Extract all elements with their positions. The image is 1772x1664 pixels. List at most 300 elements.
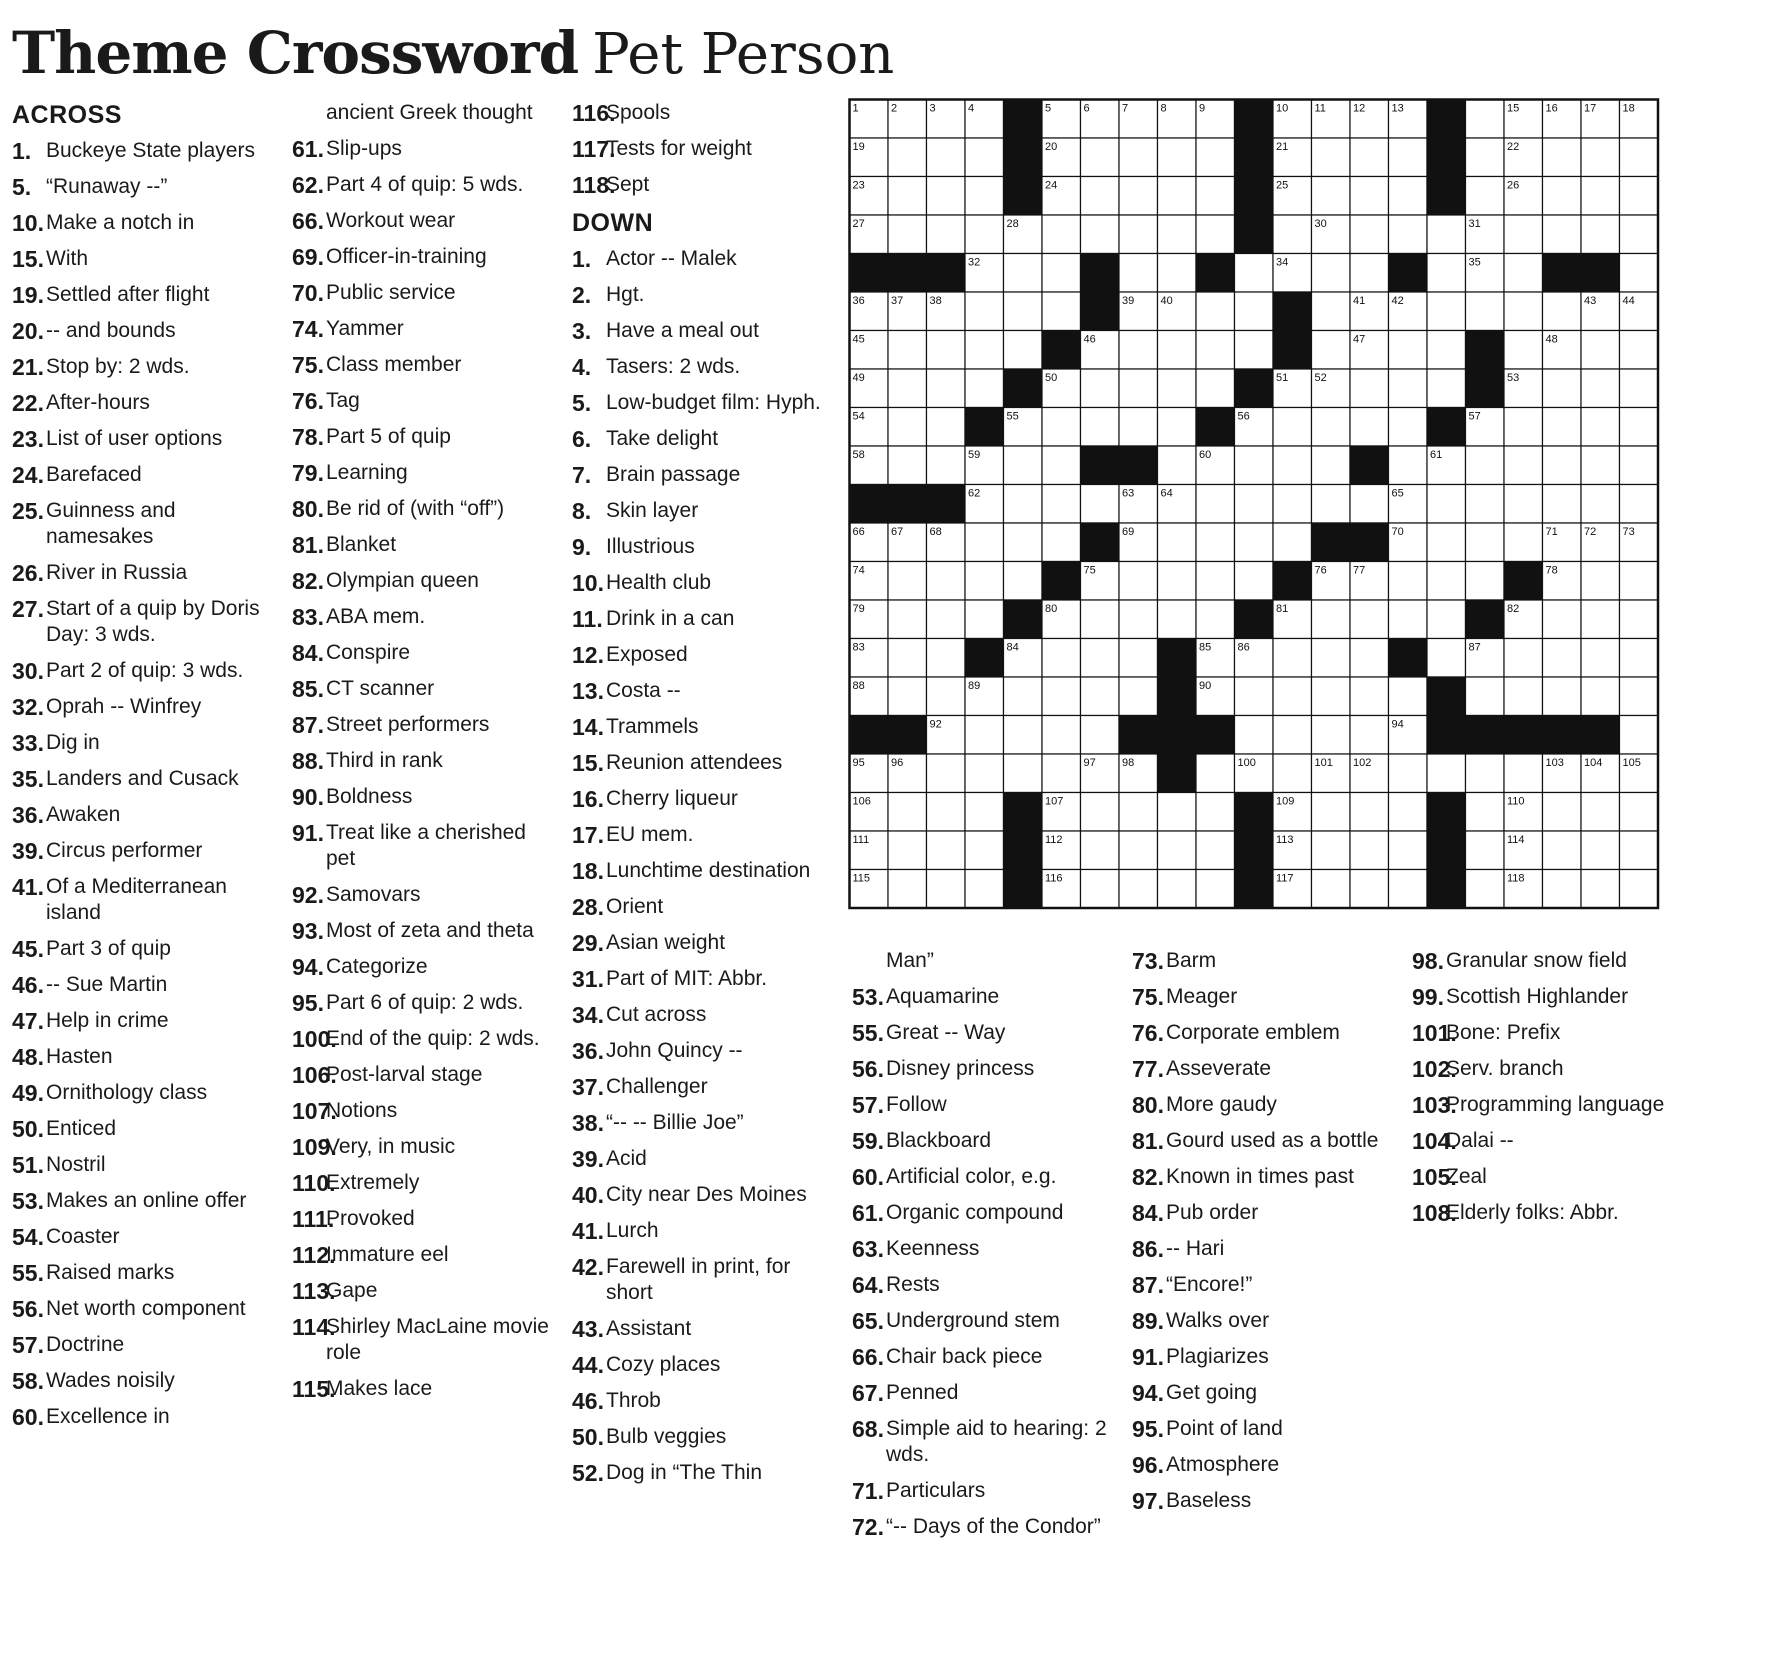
grid-cell-number: 107 <box>1045 795 1064 808</box>
grid-cell[interactable] <box>1004 716 1043 755</box>
grid-cell[interactable] <box>1273 408 1312 447</box>
grid-cell[interactable] <box>1312 408 1351 447</box>
grid-cell[interactable] <box>1273 677 1312 716</box>
grid-cell[interactable] <box>1504 331 1543 370</box>
grid-cell[interactable] <box>1581 331 1620 370</box>
grid-cell[interactable] <box>927 600 966 639</box>
grid-cell[interactable] <box>1350 639 1389 678</box>
grid-cell[interactable] <box>1119 215 1158 254</box>
grid-cell[interactable] <box>1273 716 1312 755</box>
grid-cell[interactable] <box>1620 716 1659 755</box>
grid-cell[interactable] <box>1004 677 1043 716</box>
grid-cell[interactable] <box>1581 177 1620 216</box>
grid-cell[interactable] <box>965 716 1004 755</box>
grid-cell[interactable] <box>1504 523 1543 562</box>
grid-cell[interactable] <box>1119 331 1158 370</box>
grid-cell[interactable] <box>888 177 927 216</box>
crossword-grid[interactable] <box>848 98 1660 910</box>
grid-cell[interactable] <box>1466 177 1505 216</box>
grid-cell[interactable] <box>1042 292 1081 331</box>
grid-cell[interactable] <box>1273 446 1312 485</box>
grid-cell[interactable] <box>1466 754 1505 793</box>
grid-block <box>888 716 927 755</box>
grid-cell[interactable] <box>1235 446 1274 485</box>
grid-cell[interactable] <box>1042 677 1081 716</box>
grid-cell[interactable] <box>927 754 966 793</box>
grid-cell[interactable] <box>888 831 927 870</box>
grid-cell[interactable] <box>1389 870 1428 909</box>
grid-cell[interactable] <box>1004 446 1043 485</box>
grid-cell[interactable] <box>1350 677 1389 716</box>
grid-cell[interactable] <box>1196 870 1235 909</box>
grid-cell[interactable] <box>927 138 966 177</box>
grid-cell[interactable] <box>1081 600 1120 639</box>
grid-cell[interactable] <box>1119 138 1158 177</box>
grid-cell[interactable] <box>1042 408 1081 447</box>
grid-cell[interactable] <box>888 369 927 408</box>
grid-cell[interactable] <box>1466 100 1505 139</box>
grid-cell[interactable] <box>1504 215 1543 254</box>
grid-cell[interactable] <box>1466 793 1505 832</box>
grid-cell[interactable] <box>1581 485 1620 524</box>
grid-cell[interactable] <box>1042 754 1081 793</box>
grid-cell[interactable] <box>1235 254 1274 293</box>
grid-cell[interactable] <box>1504 754 1543 793</box>
grid-cell[interactable] <box>1350 831 1389 870</box>
grid-cell[interactable] <box>965 215 1004 254</box>
grid-cell[interactable] <box>927 177 966 216</box>
grid-cell[interactable] <box>1273 215 1312 254</box>
grid-cell[interactable] <box>1119 177 1158 216</box>
grid-cell[interactable] <box>965 562 1004 601</box>
grid-cell[interactable] <box>927 369 966 408</box>
grid-cell[interactable] <box>927 446 966 485</box>
grid-cell[interactable] <box>965 600 1004 639</box>
grid-cell[interactable] <box>1119 562 1158 601</box>
grid-cell[interactable] <box>1273 639 1312 678</box>
grid-cell[interactable] <box>1119 639 1158 678</box>
grid-cell[interactable] <box>1042 254 1081 293</box>
grid-cell[interactable] <box>927 408 966 447</box>
grid-cell[interactable] <box>1158 600 1197 639</box>
grid-cell[interactable] <box>1312 446 1351 485</box>
grid-cell[interactable] <box>1119 369 1158 408</box>
grid-cell[interactable] <box>1581 562 1620 601</box>
grid-cell[interactable] <box>1620 562 1659 601</box>
grid-cell[interactable] <box>1504 292 1543 331</box>
grid-cell[interactable] <box>927 870 966 909</box>
grid-cell[interactable] <box>1389 215 1428 254</box>
grid-cell[interactable] <box>1543 677 1582 716</box>
grid-cell[interactable] <box>888 331 927 370</box>
grid-cell[interactable] <box>1004 254 1043 293</box>
grid-cell-number: 117 <box>1276 872 1294 885</box>
grid-cell[interactable] <box>1389 754 1428 793</box>
grid-cell[interactable] <box>1158 138 1197 177</box>
grid-cell[interactable] <box>1158 831 1197 870</box>
grid-cell[interactable] <box>888 138 927 177</box>
grid-cell[interactable] <box>1543 138 1582 177</box>
grid-cell[interactable] <box>965 369 1004 408</box>
grid-cell[interactable] <box>1466 870 1505 909</box>
grid-cell[interactable] <box>1389 562 1428 601</box>
grid-cell[interactable] <box>1042 523 1081 562</box>
grid-cell[interactable] <box>888 639 927 678</box>
grid-cell[interactable] <box>1004 523 1043 562</box>
grid-cell-number: 28 <box>1006 218 1019 230</box>
grid-cell[interactable] <box>1504 254 1543 293</box>
grid-cell[interactable] <box>1427 254 1466 293</box>
clue-item <box>12 1044 272 1070</box>
grid-cell[interactable] <box>1620 331 1659 370</box>
grid-cell[interactable] <box>1581 138 1620 177</box>
grid-cell[interactable] <box>1389 331 1428 370</box>
grid-block <box>1427 177 1466 216</box>
grid-cell[interactable] <box>1620 831 1659 870</box>
clue-text: Keenness <box>886 1237 980 1260</box>
grid-cell[interactable] <box>1350 793 1389 832</box>
grid-cell[interactable] <box>1389 600 1428 639</box>
grid-cell[interactable] <box>1196 523 1235 562</box>
grid-cell[interactable] <box>1235 292 1274 331</box>
grid-cell[interactable] <box>1504 639 1543 678</box>
grid-cell[interactable] <box>1427 754 1466 793</box>
grid-cell[interactable] <box>888 600 927 639</box>
grid-cell[interactable] <box>1389 446 1428 485</box>
grid-cell[interactable] <box>927 562 966 601</box>
grid-cell[interactable] <box>965 831 1004 870</box>
grid-cell[interactable] <box>888 215 927 254</box>
grid-cell[interactable] <box>1620 485 1659 524</box>
grid-cell[interactable] <box>1081 716 1120 755</box>
grid-cell[interactable] <box>1581 600 1620 639</box>
clue-item <box>12 1188 272 1214</box>
grid-cell[interactable] <box>1389 138 1428 177</box>
grid-cell[interactable] <box>1273 485 1312 524</box>
grid-cell[interactable] <box>1350 716 1389 755</box>
grid-cell[interactable] <box>1312 485 1351 524</box>
grid-cell[interactable] <box>1581 408 1620 447</box>
grid-cell[interactable] <box>1350 485 1389 524</box>
clue-number: 73. <box>1132 948 1164 974</box>
grid-cell-number: 57 <box>1468 410 1481 423</box>
grid-cell[interactable] <box>1427 215 1466 254</box>
grid-cell[interactable] <box>1158 793 1197 832</box>
grid-cell[interactable] <box>1466 138 1505 177</box>
clue-item <box>1132 948 1394 974</box>
grid-cell[interactable] <box>1312 254 1351 293</box>
grid-cell[interactable] <box>1466 831 1505 870</box>
grid-cell-number: 94 <box>1391 718 1404 731</box>
grid-cell[interactable] <box>1042 639 1081 678</box>
grid-cell[interactable] <box>1196 562 1235 601</box>
grid-cell[interactable] <box>1389 369 1428 408</box>
clue-text: Third in rank <box>326 749 443 772</box>
grid-cell[interactable] <box>1581 870 1620 909</box>
grid-cell[interactable] <box>1235 562 1274 601</box>
grid-cell[interactable] <box>1427 523 1466 562</box>
grid-cell[interactable] <box>1119 870 1158 909</box>
grid-cell[interactable] <box>1350 408 1389 447</box>
grid-cell[interactable] <box>1312 677 1351 716</box>
grid-cell[interactable] <box>1543 870 1582 909</box>
grid-cell[interactable] <box>1543 831 1582 870</box>
grid-cell[interactable] <box>1581 793 1620 832</box>
grid-cell[interactable] <box>965 754 1004 793</box>
grid-cell[interactable] <box>1620 870 1659 909</box>
clue-number: 59. <box>852 1128 884 1154</box>
grid-cell-number: 36 <box>852 295 865 307</box>
grid-cell[interactable] <box>1004 292 1043 331</box>
grid-cell[interactable] <box>1620 600 1659 639</box>
grid-cell[interactable] <box>1543 292 1582 331</box>
grid-cell[interactable] <box>1350 138 1389 177</box>
grid-cell[interactable] <box>927 831 966 870</box>
grid-cell[interactable] <box>1581 639 1620 678</box>
grid-cell[interactable] <box>1350 870 1389 909</box>
grid-cell[interactable] <box>1543 408 1582 447</box>
grid-cell[interactable] <box>1389 831 1428 870</box>
grid-cell[interactable] <box>888 562 927 601</box>
grid-cell[interactable] <box>1273 523 1312 562</box>
grid-cell[interactable] <box>1427 292 1466 331</box>
clue-item <box>852 1416 1114 1468</box>
grid-cell[interactable] <box>1081 793 1120 832</box>
clue-text: Nostril <box>46 1153 106 1176</box>
grid-cell[interactable] <box>1581 446 1620 485</box>
grid-cell[interactable] <box>927 677 966 716</box>
grid-cell[interactable] <box>1081 639 1120 678</box>
grid-cell[interactable] <box>1543 446 1582 485</box>
grid-cell[interactable] <box>1620 639 1659 678</box>
grid-cell[interactable] <box>1543 639 1582 678</box>
grid-cell[interactable] <box>1081 138 1120 177</box>
grid-cell[interactable] <box>1196 754 1235 793</box>
grid-cell[interactable] <box>1620 138 1659 177</box>
grid-cell[interactable] <box>1312 639 1351 678</box>
grid-cell[interactable] <box>1158 215 1197 254</box>
grid-cell[interactable] <box>1119 408 1158 447</box>
grid-cell[interactable] <box>965 138 1004 177</box>
grid-cell[interactable] <box>1042 716 1081 755</box>
grid-cell-number: 51 <box>1276 372 1289 384</box>
grid-cell-number: 81 <box>1276 603 1289 615</box>
grid-cell[interactable] <box>1543 600 1582 639</box>
grid-cell[interactable] <box>1581 215 1620 254</box>
grid-cell[interactable] <box>1620 177 1659 216</box>
grid-cell[interactable] <box>1158 369 1197 408</box>
grid-cell[interactable] <box>927 331 966 370</box>
grid-cell[interactable] <box>1350 600 1389 639</box>
grid-cell[interactable] <box>1196 331 1235 370</box>
grid-cell[interactable] <box>1312 716 1351 755</box>
grid-cell[interactable] <box>1389 793 1428 832</box>
grid-cell[interactable] <box>1119 254 1158 293</box>
grid-block <box>1466 369 1505 408</box>
grid-cell[interactable] <box>1004 485 1043 524</box>
grid-cell[interactable] <box>1504 677 1543 716</box>
grid-cell[interactable] <box>1119 677 1158 716</box>
grid-cell[interactable] <box>1235 523 1274 562</box>
grid-cell[interactable] <box>1504 408 1543 447</box>
grid-cell[interactable] <box>1081 177 1120 216</box>
grid-cell[interactable] <box>1620 677 1659 716</box>
grid-cell[interactable] <box>1389 177 1428 216</box>
grid-cell-number: 79 <box>852 603 865 615</box>
grid-cell[interactable] <box>1273 754 1312 793</box>
grid-cell-number: 78 <box>1545 564 1558 577</box>
grid-cell[interactable] <box>1196 831 1235 870</box>
grid-cell[interactable] <box>1196 600 1235 639</box>
grid-cell-number: 111 <box>852 834 870 846</box>
grid-cell[interactable] <box>1158 870 1197 909</box>
grid-cell[interactable] <box>1196 485 1235 524</box>
clue-item <box>292 1314 554 1366</box>
grid-cell[interactable] <box>1350 215 1389 254</box>
clue-number: 18. <box>572 858 604 884</box>
grid-cell[interactable] <box>1427 485 1466 524</box>
grid-cell[interactable] <box>1196 177 1235 216</box>
grid-cell[interactable] <box>1350 369 1389 408</box>
grid-cell[interactable] <box>1620 793 1659 832</box>
grid-cell[interactable] <box>1466 292 1505 331</box>
grid-cell[interactable] <box>1504 485 1543 524</box>
grid-cell[interactable] <box>1004 754 1043 793</box>
clue-text: Awaken <box>46 803 121 826</box>
grid-cell[interactable] <box>1543 177 1582 216</box>
grid-cell[interactable] <box>1620 215 1659 254</box>
grid-cell[interactable] <box>888 446 927 485</box>
grid-cell[interactable] <box>1389 677 1428 716</box>
grid-cell[interactable] <box>1350 254 1389 293</box>
clue-text: Workout wear <box>326 209 456 232</box>
grid-cell[interactable] <box>965 870 1004 909</box>
grid-cell[interactable] <box>1235 716 1274 755</box>
grid-cell[interactable] <box>1158 177 1197 216</box>
grid-cell[interactable] <box>1119 831 1158 870</box>
grid-cell[interactable] <box>1196 292 1235 331</box>
grid-cell[interactable] <box>1466 677 1505 716</box>
grid-block <box>1081 446 1120 485</box>
grid-cell[interactable] <box>927 639 966 678</box>
grid-cell[interactable] <box>1620 408 1659 447</box>
grid-cell[interactable] <box>1081 485 1120 524</box>
grid-cell[interactable] <box>927 215 966 254</box>
grid-cell[interactable] <box>1119 600 1158 639</box>
grid-cell[interactable] <box>1543 369 1582 408</box>
grid-cell[interactable] <box>1312 177 1351 216</box>
grid-cell[interactable] <box>1081 870 1120 909</box>
clue-number: 2. <box>572 282 592 308</box>
clue-item <box>12 972 272 998</box>
grid-cell[interactable] <box>1196 369 1235 408</box>
clue-item <box>12 462 272 488</box>
grid-cell[interactable] <box>1466 446 1505 485</box>
grid-cell[interactable] <box>1158 254 1197 293</box>
grid-cell[interactable] <box>1312 138 1351 177</box>
grid-cell[interactable] <box>1427 369 1466 408</box>
grid-cell[interactable] <box>1543 793 1582 832</box>
grid-cell[interactable] <box>1620 369 1659 408</box>
grid-cell[interactable] <box>1312 870 1351 909</box>
clue-number: 117. <box>572 136 616 162</box>
grid-cell[interactable] <box>1081 408 1120 447</box>
grid-block <box>1081 254 1120 293</box>
grid-cell[interactable] <box>1081 677 1120 716</box>
grid-cell[interactable] <box>965 793 1004 832</box>
grid-cell[interactable] <box>1119 793 1158 832</box>
grid-cell[interactable] <box>1158 331 1197 370</box>
grid-cell[interactable] <box>1158 523 1197 562</box>
grid-cell[interactable] <box>1312 292 1351 331</box>
grid-cell[interactable] <box>1196 138 1235 177</box>
grid-cell[interactable] <box>1081 369 1120 408</box>
grid-cell[interactable] <box>1543 485 1582 524</box>
grid-cell[interactable] <box>1581 369 1620 408</box>
grid-cell[interactable] <box>965 292 1004 331</box>
grid-cell[interactable] <box>1004 331 1043 370</box>
grid-cell[interactable] <box>965 331 1004 370</box>
grid-cell[interactable] <box>1350 177 1389 216</box>
grid-cell[interactable] <box>888 870 927 909</box>
grid-cell[interactable] <box>1235 485 1274 524</box>
grid-cell[interactable] <box>1389 408 1428 447</box>
grid-block <box>1466 331 1505 370</box>
grid-cell[interactable] <box>1158 408 1197 447</box>
grid-cell[interactable] <box>1427 639 1466 678</box>
grid-cell[interactable] <box>1158 562 1197 601</box>
grid-cell[interactable] <box>1235 677 1274 716</box>
grid-cell[interactable] <box>965 523 1004 562</box>
clue-item <box>852 1056 1114 1082</box>
grid-cell[interactable] <box>1466 485 1505 524</box>
grid-cell[interactable] <box>1312 600 1351 639</box>
grid-cell[interactable] <box>965 177 1004 216</box>
grid-cell[interactable] <box>888 408 927 447</box>
grid-cell[interactable] <box>1466 562 1505 601</box>
grid-cell[interactable] <box>1312 793 1351 832</box>
grid-cell[interactable] <box>1196 215 1235 254</box>
clue-item <box>12 658 272 684</box>
grid-cell[interactable] <box>1042 446 1081 485</box>
grid-cell[interactable] <box>1620 254 1659 293</box>
clue-number: 102. <box>1412 1056 1457 1082</box>
grid-cell[interactable] <box>1158 446 1197 485</box>
clue-text: Excellence in <box>46 1405 170 1428</box>
grid-cell[interactable] <box>1427 600 1466 639</box>
grid-cell[interactable] <box>1042 215 1081 254</box>
grid-cell[interactable] <box>1004 562 1043 601</box>
grid-cell[interactable] <box>1081 831 1120 870</box>
grid-cell[interactable] <box>1081 215 1120 254</box>
grid-cell[interactable] <box>1466 523 1505 562</box>
grid-cell[interactable] <box>1312 831 1351 870</box>
grid-cell[interactable] <box>1581 677 1620 716</box>
grid-cell[interactable] <box>1312 331 1351 370</box>
grid-cell[interactable] <box>888 677 927 716</box>
grid-cell[interactable] <box>1581 831 1620 870</box>
grid-cell[interactable] <box>1042 485 1081 524</box>
grid-cell[interactable] <box>1427 562 1466 601</box>
grid-cell[interactable] <box>1235 331 1274 370</box>
grid-cell[interactable] <box>888 793 927 832</box>
grid-cell[interactable] <box>1196 793 1235 832</box>
grid-cell[interactable] <box>1427 331 1466 370</box>
grid-cell[interactable] <box>1543 215 1582 254</box>
grid-cell[interactable] <box>1504 446 1543 485</box>
grid-cell[interactable] <box>1620 446 1659 485</box>
grid-cell[interactable] <box>927 793 966 832</box>
